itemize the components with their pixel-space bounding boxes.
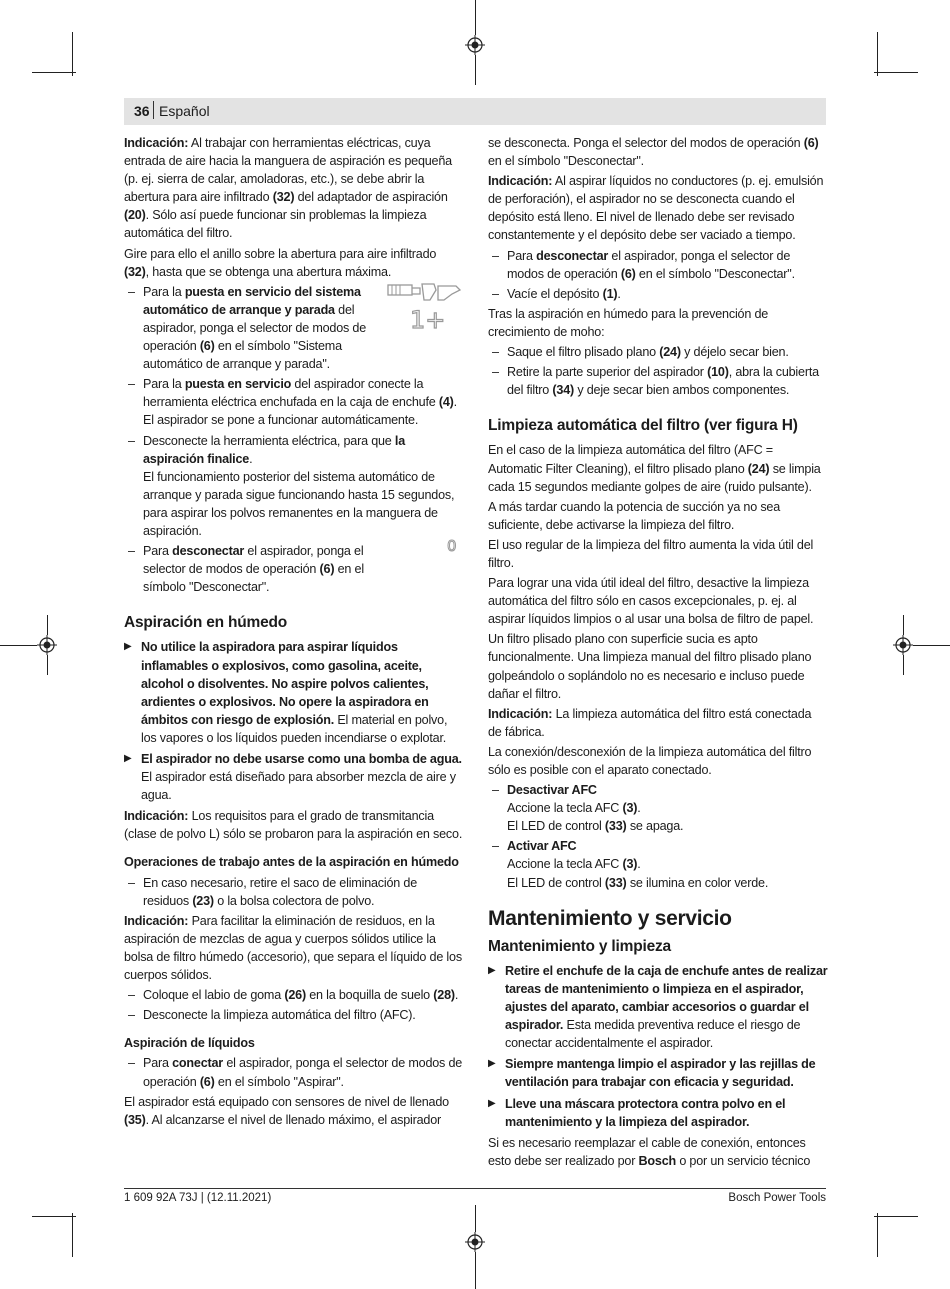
list-item: – Para la puesta en servicio del aspirador conecte la herramienta eléctrica enchufada en la caja de enchufe (4). El aspirador se pone a funcionar automáticamente.: [124, 375, 464, 429]
list-item: – Para la puesta en servicio del sistema automático de arranque y parada del aspirador, ponga el selector de modos de operación (6) en el símbolo "Sistema automático de arranque y parada".: [124, 283, 464, 373]
crop-mark: [47, 655, 48, 675]
list-item: – Para conectar el aspirador, ponga el selector de modos de operación (6) en el símbolo "Aspirar".: [124, 1054, 464, 1090]
list-item: – Desconecte la herramienta eléctrica, para que la aspiración finalice. El funcionamiento posterior del sistema automático de arranque y parada sigue funcionando hasta 15 segundos, para aspirar los polvos remanentes en la manguera de aspiración.: [124, 432, 464, 541]
paragraph: Para lograr una vida útil ideal del filtro, desactive la limpieza automática del filtro sólo en casos excepcionales, p. ej. al aspirar líquidos limpios o al usar una bolsa de filtro de papel.: [488, 576, 814, 627]
paragraph: Indicación: Para facilitar la eliminación de residuos, en la aspiración de mezclas de agua y cuerpos sólidos utilice la bolsa de filtro húmedo (accesorio), que separa el líquido de los cuerpos sólidos.: [124, 913, 462, 983]
crop-mark: [72, 32, 73, 76]
crop-mark: [903, 655, 904, 675]
chapter-heading: Mantenimiento y servicio: [488, 906, 732, 930]
list-item: – En caso necesario, retire el saco de eliminación de residuos (23) o la bolsa colectora de polvo.: [124, 874, 464, 910]
section-heading: Mantenimiento y limpieza: [488, 937, 671, 955]
power-tool-icon: [386, 280, 462, 304]
paragraph: A más tardar cuando la potencia de succión ya no sea suficiente, debe activarse la limpieza del filtro.: [488, 499, 781, 532]
crop-mark: [475, 55, 476, 85]
crop-mark: [475, 0, 476, 35]
right-column: [488, 134, 828, 1172]
registration-mark-icon: [465, 35, 485, 55]
subsection-heading: Operaciones de trabajo antes de la aspiración en húmedo: [124, 855, 459, 870]
subsection-heading: Aspiración de líquidos: [124, 1036, 255, 1051]
warning-item: ▶ Siempre mantenga limpio el aspirador y las rejillas de ventilación para trabajar con eficacia y seguridad.: [488, 1055, 828, 1091]
crop-mark: [47, 615, 48, 635]
paragraph: Indicación: Los requisitos para el grado de transmitancia (clase de polvo L) sólo se probaron para la aspiración en seco.: [124, 809, 463, 842]
crop-mark: [475, 1252, 476, 1289]
section-heading: Limpieza automática del filtro (ver figura H): [488, 417, 798, 435]
paragraph: La conexión/desconexión de la limpieza automática del filtro sólo es posible con el aparato conectado.: [488, 744, 812, 777]
page-header: [124, 98, 826, 125]
list-item: – Para desconectar el aspirador, ponga el selector de modos de operación (6) en el símbolo "Desconectar".: [488, 247, 828, 283]
off-symbol-icon: 0: [447, 537, 457, 555]
list-item: – Retire la parte superior del aspirador (10), abra la cubierta del filtro (34) y deje secar bien ambos componentes.: [488, 363, 828, 399]
list-item: – Coloque el labio de goma (26) en la boquilla de suelo (28).: [124, 986, 464, 1004]
list-item: – Vacíe el depósito (1).: [488, 285, 828, 303]
footer-brand: Bosch Power Tools: [728, 1192, 826, 1204]
list-item: – Desconecte la limpieza automática del filtro (AFC).: [124, 1006, 464, 1024]
crop-mark: [913, 645, 950, 646]
footer-doc-number: 1 609 92A 73J | (12.11.2021): [124, 1192, 272, 1204]
page-number: 36: [134, 103, 150, 119]
auto-start-icon: 1+: [410, 306, 446, 334]
crop-mark: [874, 1216, 918, 1217]
crop-mark: [903, 615, 904, 635]
warning-item: ▶ Lleve una máscara protectora contra polvo en el mantenimiento y la limpieza del aspirador.: [488, 1095, 828, 1131]
list-item: – Saque el filtro plisado plano (24) y déjelo secar bien.: [488, 343, 828, 361]
paragraph: Un filtro plisado plano con superficie sucia es apto funcionalmente. Una limpieza manual del filtro plisado plano golpeándolo o soplándolo no es necesario e incluso puede dañar el filtro.: [488, 632, 812, 701]
registration-mark-icon: [893, 635, 913, 655]
paragraph: Tras la aspiración en húmedo para la prevención de crecimiento de moho:: [488, 306, 769, 339]
crop-mark: [877, 1213, 878, 1257]
warning-item: ▶ No utilice la aspiradora para aspirar líquidos inflamables o explosivos, como gasolina, aceite, alcohol o disolventes. No aspire polvos calientes, ardientes o explosivos. No opere la aspiradora en ámbitos con riesgo de explosión. El material en polvo, los vapores o los líquidos pueden incendiarse o explotar.: [124, 638, 464, 747]
paragraph: Si es necesario reemplazar el cable de conexión, entonces esto debe ser realizado por Bosch o por un servicio técnico: [488, 1135, 811, 1168]
header-divider: [153, 101, 154, 119]
registration-mark-icon: [465, 1232, 485, 1252]
list-item: – Para desconectar el aspirador, ponga el selector de modos de operación (6) en el símbolo "Desconectar".: [124, 542, 464, 596]
crop-mark: [72, 1213, 73, 1257]
paragraph: El aspirador está equipado con sensores de nivel de llenado (35). Al alcanzarse el nivel de llenado máximo, el aspirador: [124, 1094, 449, 1127]
list-item: – Activar AFC Accione la tecla AFC (3). El LED de control (33) se ilumina en color verde.: [488, 837, 828, 891]
crop-mark: [877, 32, 878, 76]
crop-mark: [475, 1205, 476, 1232]
paragraph: Indicación: La limpieza automática del filtro está conectada de fábrica.: [488, 706, 812, 739]
paragraph: El uso regular de la limpieza del filtro aumenta la vida útil del filtro.: [488, 537, 814, 570]
paragraph: En el caso de la limpieza automática del filtro (AFC = Automatic Filter Cleaning), el filtro plisado plano (24) se limpia cada 15 segundos mediante golpes de aire (ruido pulsante).: [488, 443, 821, 494]
warning-item: ▶ El aspirador no debe usarse como una bomba de agua. El aspirador está diseñado para absorber mezcla de aire y agua.: [124, 750, 464, 804]
crop-mark: [32, 1216, 76, 1217]
paragraph: se desconecta. Ponga el selector del modos de operación (6) en el símbolo "Desconectar".: [488, 136, 819, 169]
list-item: – Desactivar AFC Accione la tecla AFC (3). El LED de control (33) se apaga.: [488, 781, 828, 835]
crop-mark: [0, 645, 37, 646]
paragraph: Gire para ello el anillo sobre la abertura para aire infiltrado (32), hasta que se obtenga una abertura máxima.: [124, 246, 437, 279]
warning-item: ▶ Retire el enchufe de la caja de enchufe antes de realizar tareas de mantenimiento o limpieza en el aspirador, ajustes del aparato, cambiar accesorios o guardar el aspirador. Esta medida preventiva reduce el riesgo de conectar accidentalmente el aspirador.: [488, 962, 828, 1052]
section-heading: Aspiración en húmedo: [124, 614, 288, 632]
paragraph: Indicación: Al trabajar con herramientas eléctricas, cuya entrada de aire hacia la manguera de aspiración es pequeña (p. ej. sierra de calar, amoladoras, etc.), se debe abrir la abertura para aire infiltrado (32) del adaptador de aspiración (20). Sólo así puede funcionar sin problemas la limpieza automática del filtro.: [124, 136, 452, 241]
crop-mark: [874, 72, 918, 73]
paragraph: Indicación: Al aspirar líquidos no conductores (p. ej. emulsión de perforación), el aspirador no se desconecta cuando el depósito está lleno. El nivel de llenado debe ser revisado constantemente y el depósito debe ser vaciado a tiempo.: [488, 174, 824, 243]
header-language: Español: [159, 103, 210, 119]
registration-mark-icon: [37, 635, 57, 655]
crop-mark: [32, 72, 76, 73]
footer-divider: [124, 1188, 826, 1189]
